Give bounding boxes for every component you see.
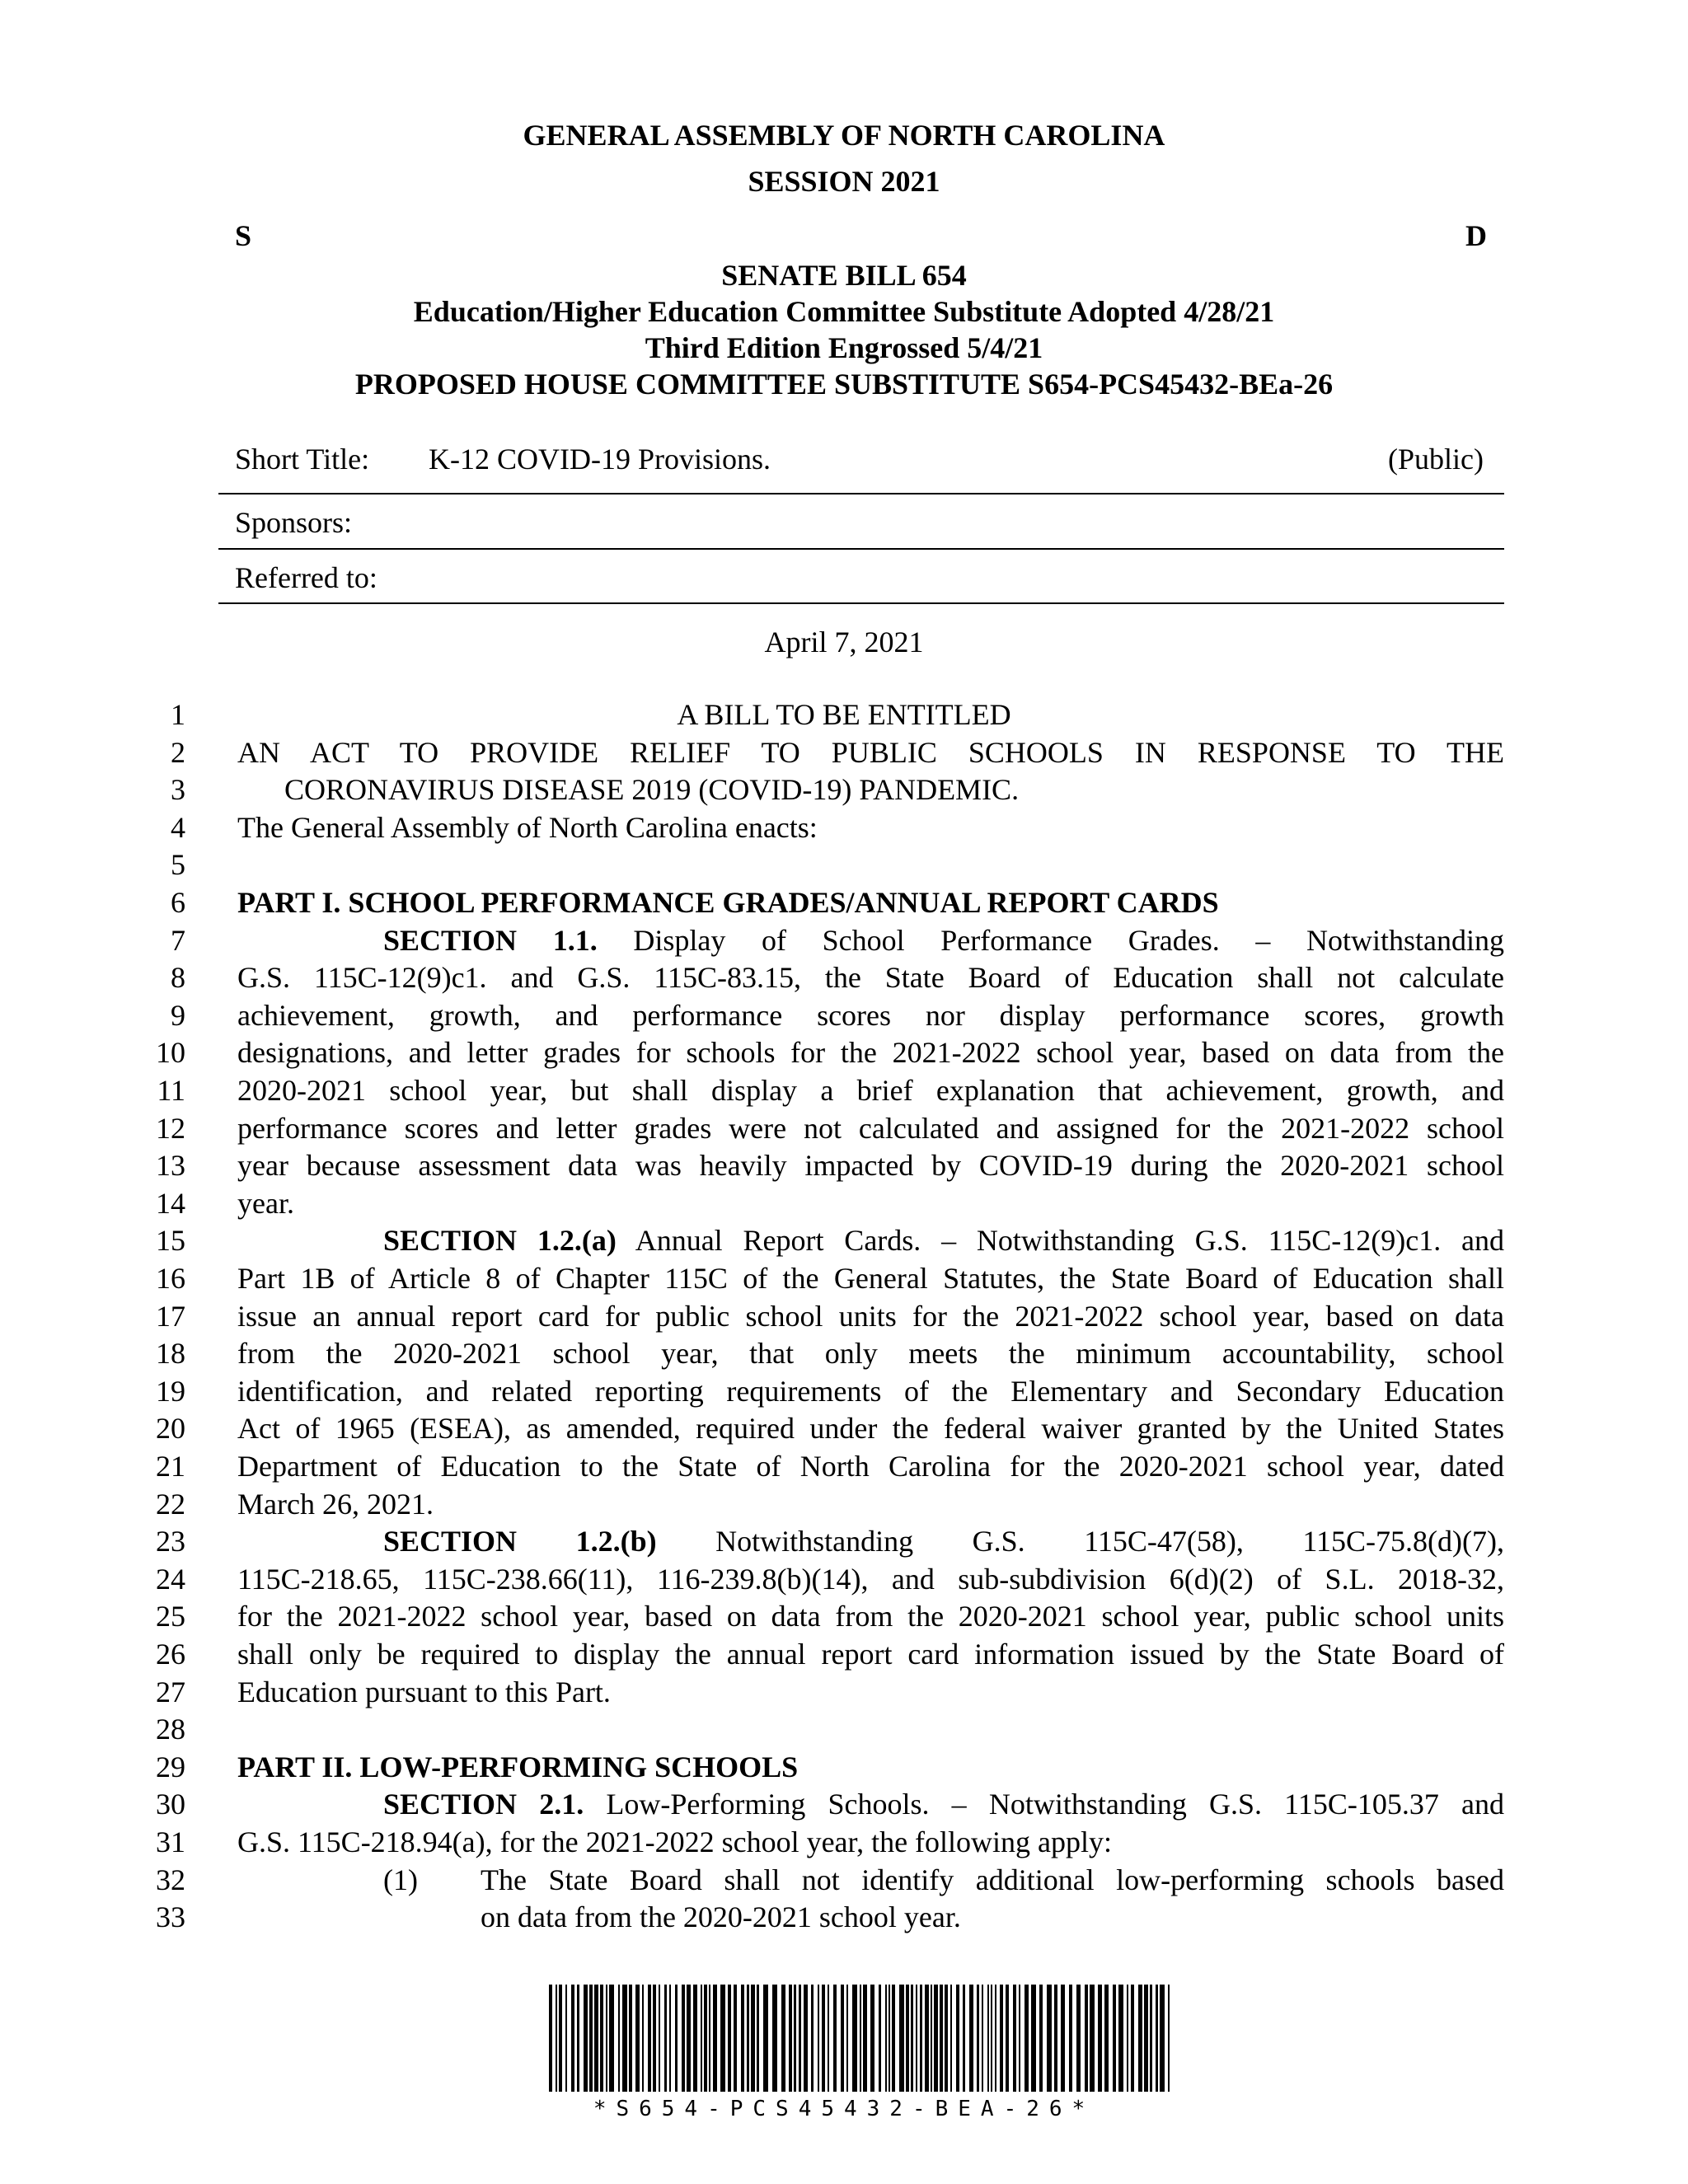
line-text: G.S. 115C-12(9)c1. and G.S. 115C-83.15, the State Board of Education shall not calculate [237,961,1504,994]
line-text: on data from the 2020-2021 school year. [481,1900,961,1933]
referred-label: Referred to: [235,561,377,594]
bill-number: SENATE BILL 654 [721,259,967,292]
barcode [549,1985,1175,2092]
left-code: S [235,219,252,252]
bill-line [383,1523,1504,1559]
line-text: year because assessment data was heavily impacted by COVID-19 during the 2020-2021 school [237,1149,1504,1182]
line-number: 21 [156,1450,185,1483]
section-heading: SECTION 2.1. [383,1788,584,1821]
line-text: AN ACT TO PROVIDE RELIEF TO PUBLIC SCHOOLS IN RESPONSE TO THE [237,736,1504,769]
line-number: 24 [156,1563,185,1596]
line-text: year. [237,1187,294,1220]
line-text: The State Board shall not identify additional low-performing schools based [481,1863,1504,1896]
line-number: 12 [156,1112,185,1145]
right-code: D [1465,219,1487,252]
bill-line [237,1335,1504,1371]
public-label: (Public) [1388,443,1484,476]
section-heading: SECTION 1.2.(b) [383,1525,657,1558]
line-number: 22 [156,1488,185,1521]
bill-line [237,959,1504,996]
line-text: shall only be required to display the annual report card information issued by the State Board of [237,1638,1504,1671]
line-number: 7 [171,924,185,957]
line-text: identification, and related reporting requirements of the Elementary and Secondary Education [237,1375,1504,1408]
line-text: Act of 1965 (ESEA), as amended, required under the federal waiver granted by the United States [237,1412,1504,1445]
assembly-title: GENERAL ASSEMBLY OF NORTH CAROLINA [523,119,1165,152]
line-number: 27 [156,1675,185,1708]
line-text: Annual Report Cards. – Notwithstanding G.S. 115C-12(9)c1. and [635,1224,1505,1257]
bill-line [237,1636,1504,1672]
list-marker: (1) [383,1863,418,1896]
bill-line [237,1674,611,1710]
line-number: 6 [171,886,185,919]
line-number: 33 [156,1900,185,1933]
bill-line [383,1222,1504,1258]
line-number: 30 [156,1788,185,1821]
bill-line [383,922,1504,958]
line-text: G.S. 115C-218.94(a), for the 2021-2022 school year, the following apply: [237,1825,1113,1858]
line-number: 18 [156,1337,185,1370]
line-number: 15 [156,1224,185,1257]
line-number: 14 [156,1187,185,1220]
line-number: 28 [156,1713,185,1746]
line-text: The General Assembly of North Carolina enacts: [237,811,818,844]
bill-line [383,1786,1504,1822]
line-text: 2020-2021 school year, but shall display a brief explanation that achievement, growth, and [237,1074,1504,1107]
line-text: CORONAVIRUS DISEASE 2019 (COVID-19) PANDEMIC. [284,773,1020,806]
line-number: 5 [171,848,185,881]
line-text: for the 2021-2022 school year, based on data from the 2020-2021 school year, public school units [237,1600,1504,1633]
line-text: Low-Performing Schools. – Notwithstanding G.S. 115C-105.37 and [606,1788,1504,1821]
line-number: 4 [171,811,185,844]
bill-line [284,771,1019,808]
bill-line [237,1373,1504,1409]
bill-line [383,1862,1504,1898]
line-text: issue an annual report card for public school units for the 2021-2022 school year, based on data [237,1300,1504,1333]
bill-line [237,1185,294,1221]
bill-line [237,734,1504,771]
bill-line [0,696,1688,733]
line-number: 20 [156,1412,185,1445]
divider [218,493,1504,494]
sponsors-label: Sponsors: [235,506,353,539]
line-text: Notwithstanding G.S. 115C-47(58), 115C-75.8(d)(7), [715,1525,1504,1558]
bill-line [237,1598,1504,1634]
line-text: Department of Education to the State of North Carolina for the 2020-2021 school year, dated [237,1450,1504,1483]
line-number: 11 [157,1074,185,1107]
barcode-text: *S654-PCS45432-BEA-26* [593,2097,1095,2121]
line-number: 1 [171,698,185,731]
line-text: March 26, 2021. [237,1488,434,1521]
line-text: 115C-218.65, 115C-238.66(11), 116-239.8(b)(14), and sub-subdivision 6(d)(2) of S.L. 2018-32, [237,1563,1504,1596]
proposed-substitute: PROPOSED HOUSE COMMITTEE SUBSTITUTE S654-PCS45432-BEa-26 [354,368,1334,401]
bill-line [237,1448,1504,1484]
bill-line [237,1486,434,1522]
line-text: designations, and letter grades for schools for the 2021-2022 school year, based on data from the [237,1036,1504,1069]
session-title: SESSION 2021 [748,165,940,198]
bill-line [481,1899,961,1935]
line-number: 32 [156,1863,185,1896]
bill-line [237,1147,1504,1183]
bill-line [237,1824,1112,1860]
line-number: 25 [156,1600,185,1633]
divider [218,548,1504,550]
bill-line [237,997,1504,1033]
bill-line [237,809,818,846]
line-text: PART II. LOW-PERFORMING SCHOOLS [237,1750,799,1783]
line-number: 31 [156,1825,185,1858]
line-number: 17 [156,1300,185,1333]
line-number: 13 [156,1149,185,1182]
line-number: 16 [156,1262,185,1295]
committee-substitute: Education/Higher Education Committee Substitute Adopted 4/28/21 [413,295,1275,328]
line-text: Display of School Performance Grades. – Notwithstanding [633,924,1504,957]
edition-line: Third Edition Engrossed 5/4/21 [645,331,1043,364]
line-number: 29 [156,1750,185,1783]
bill-line [237,1072,1504,1108]
bill-line [237,1410,1504,1446]
short-title: K-12 COVID-19 Provisions. [429,443,771,476]
short-title-label: Short Title: [235,443,370,476]
bill-line [237,1260,1504,1296]
bill-line [237,1749,798,1785]
line-number: 23 [156,1525,185,1558]
bill-date: April 7, 2021 [764,626,924,658]
line-number: 8 [171,961,185,994]
section-heading: SECTION 1.1. [383,924,598,957]
line-text: from the 2020-2021 school year, that only meets the minimum accountability, school [237,1337,1504,1370]
line-number: 2 [171,736,185,769]
line-text: achievement, growth, and performance scores nor display performance scores, growth [237,999,1504,1032]
line-text: performance scores and letter grades were not calculated and assigned for the 2021-2022 school [237,1112,1504,1145]
line-number: 10 [156,1036,185,1069]
divider [218,602,1504,604]
bill-line [237,1561,1504,1597]
line-number: 3 [171,773,185,806]
bill-line [237,1034,1504,1071]
line-text: Part 1B of Article 8 of Chapter 115C of the General Statutes, the State Board of Education shall [237,1262,1504,1295]
bill-line [237,1298,1504,1334]
line-number: 26 [156,1638,185,1671]
line-number: 19 [156,1375,185,1408]
section-heading: SECTION 1.2.(a) [383,1224,617,1257]
line-text: A BILL TO BE ENTITLED [677,698,1011,731]
line-text: Education pursuant to this Part. [237,1675,611,1708]
bill-line [237,1110,1504,1146]
line-text: PART I. SCHOOL PERFORMANCE GRADES/ANNUAL REPORT CARDS [237,886,1219,919]
bill-line [237,884,1219,921]
line-number: 9 [171,999,185,1032]
